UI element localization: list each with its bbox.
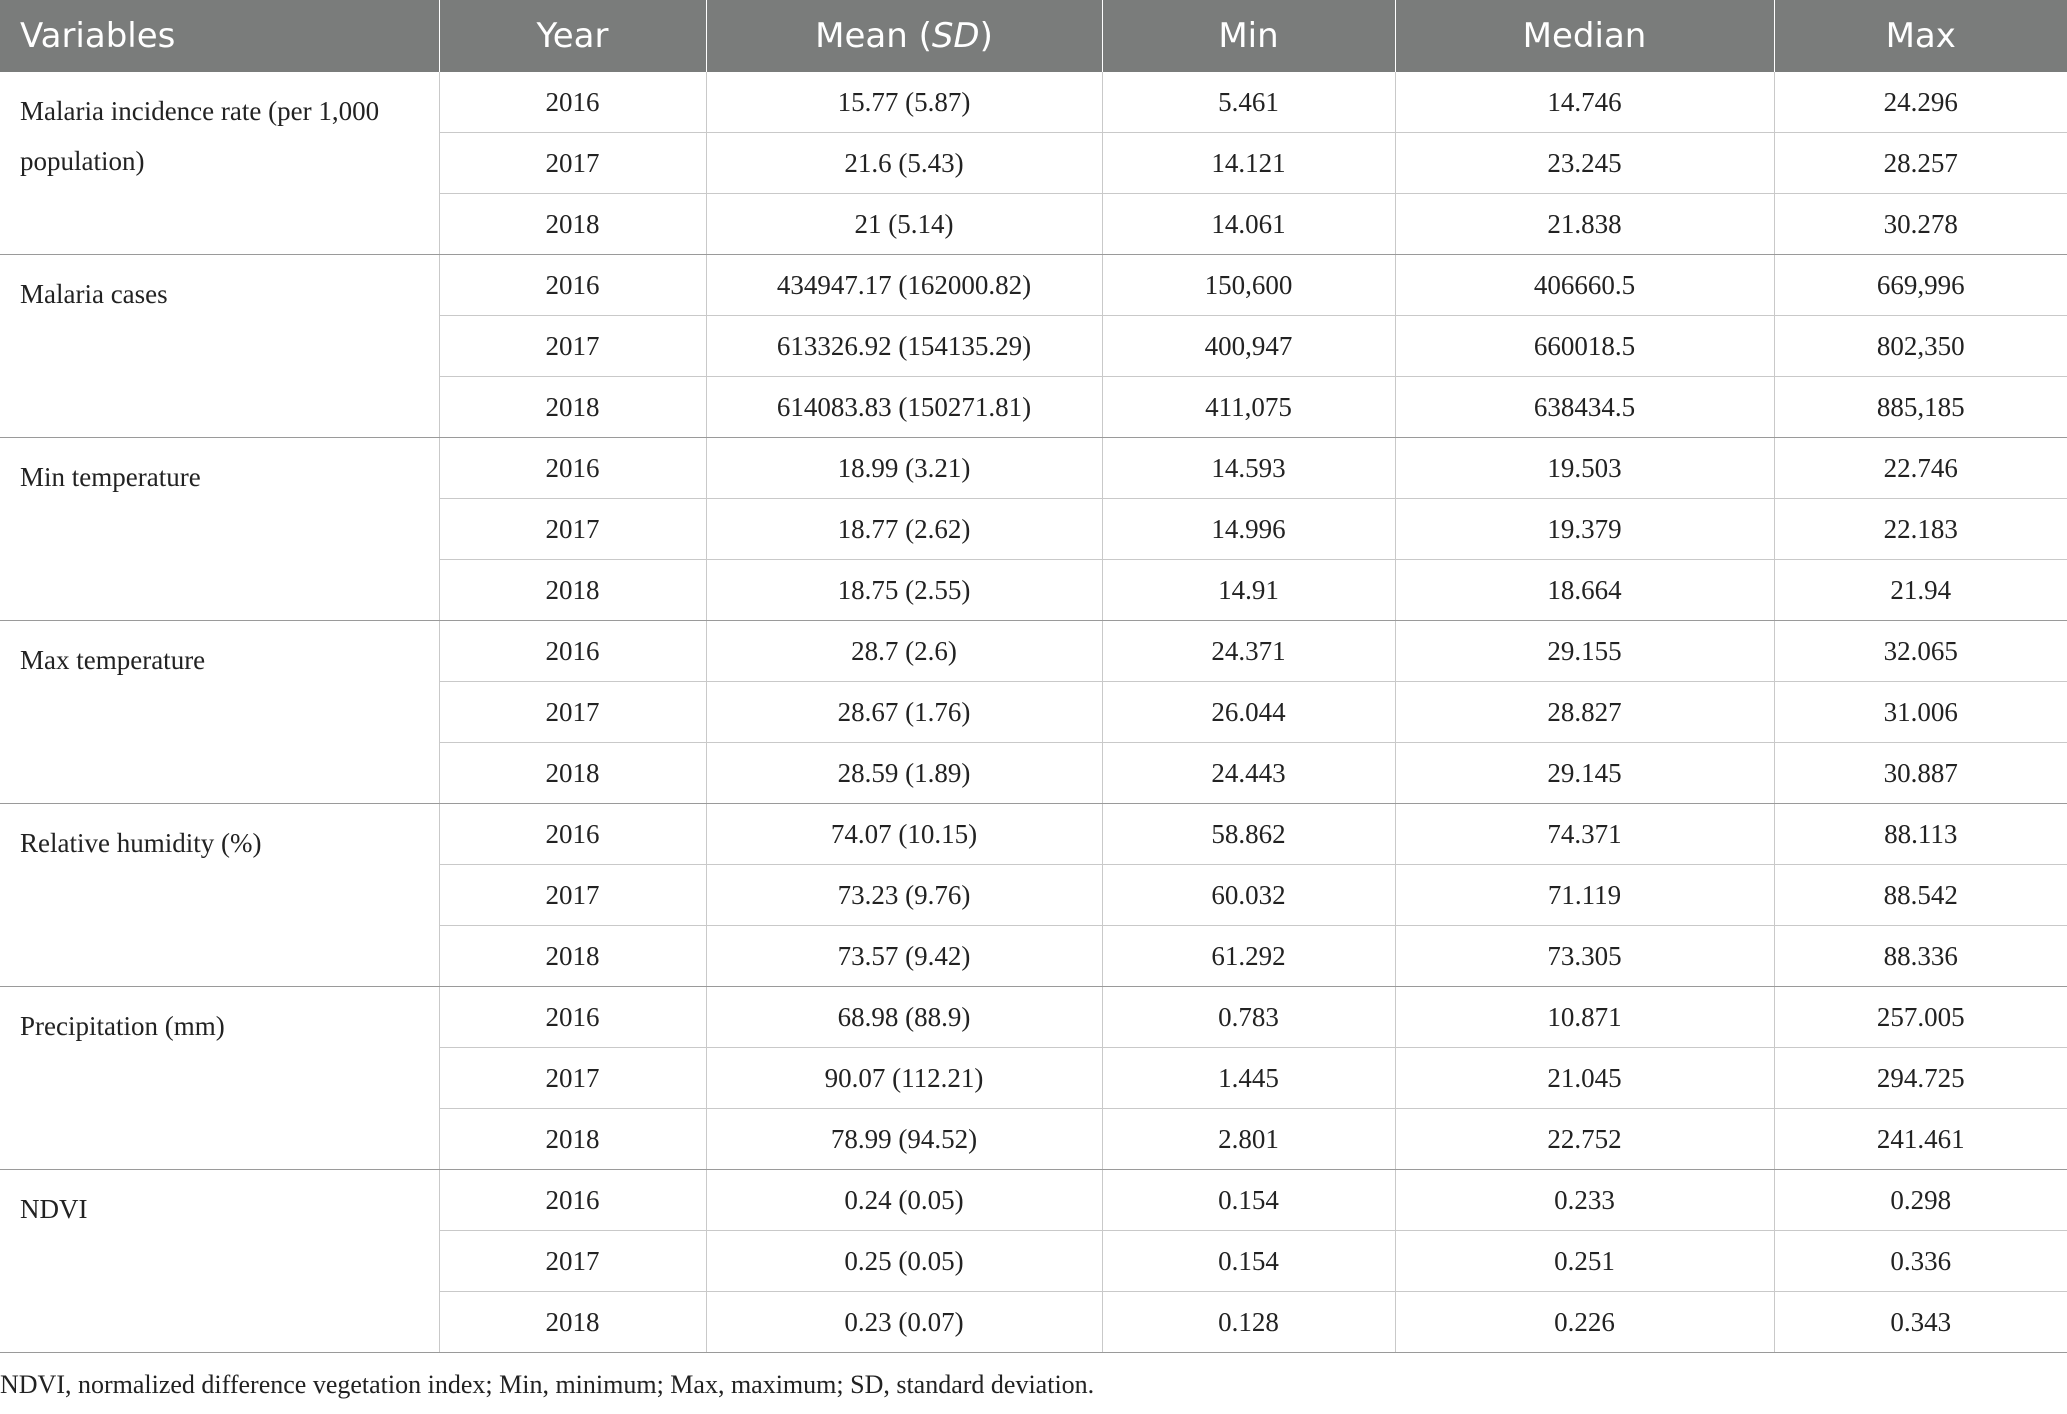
table-body — [0, 72, 2067, 1353]
median-cell: 660018.5 — [1395, 316, 1774, 377]
median-cell: 638434.5 — [1395, 377, 1774, 438]
max-cell: 22.746 — [1774, 438, 2067, 499]
median-cell: 29.145 — [1395, 743, 1774, 804]
max-cell: 0.298 — [1774, 1170, 2067, 1231]
table-row — [0, 255, 2067, 316]
year-cell: 2018 — [439, 560, 706, 621]
header-max: Max — [1774, 0, 2067, 72]
mean-cell: 0.25 (0.05) — [706, 1231, 1102, 1292]
min-cell: 2.801 — [1102, 1109, 1395, 1170]
median-cell: 14.746 — [1395, 72, 1774, 133]
header-min: Min — [1102, 0, 1395, 72]
mean-cell: 78.99 (94.52) — [706, 1109, 1102, 1170]
table-row — [0, 438, 2067, 499]
mean-cell: 18.99 (3.21) — [706, 438, 1102, 499]
year-cell: 2018 — [439, 926, 706, 987]
min-cell: 14.061 — [1102, 194, 1395, 255]
year-cell: 2017 — [439, 316, 706, 377]
table-row — [0, 621, 2067, 682]
mean-cell: 0.24 (0.05) — [706, 1170, 1102, 1231]
year-cell: 2017 — [439, 499, 706, 560]
median-cell: 28.827 — [1395, 682, 1774, 743]
min-cell: 14.593 — [1102, 438, 1395, 499]
median-cell: 19.379 — [1395, 499, 1774, 560]
min-cell: 24.371 — [1102, 621, 1395, 682]
min-cell: 5.461 — [1102, 72, 1395, 133]
mean-cell: 18.77 (2.62) — [706, 499, 1102, 560]
variable-cell: Max temperature — [0, 621, 439, 804]
max-cell: 24.296 — [1774, 72, 2067, 133]
year-cell: 2017 — [439, 1231, 706, 1292]
max-cell: 294.725 — [1774, 1048, 2067, 1109]
header-mean-prefix: Mean ( — [815, 16, 932, 56]
median-cell: 21.838 — [1395, 194, 1774, 255]
median-cell: 18.664 — [1395, 560, 1774, 621]
median-cell: 0.251 — [1395, 1231, 1774, 1292]
year-cell: 2018 — [439, 743, 706, 804]
variable-cell: Malaria cases — [0, 255, 439, 438]
variable-cell: Malaria incidence rate (per 1,000 population) — [0, 72, 439, 255]
mean-cell: 21.6 (5.43) — [706, 133, 1102, 194]
mean-cell: 0.23 (0.07) — [706, 1292, 1102, 1353]
max-cell: 21.94 — [1774, 560, 2067, 621]
min-cell: 0.154 — [1102, 1231, 1395, 1292]
year-cell: 2016 — [439, 1170, 706, 1231]
max-cell: 0.343 — [1774, 1292, 2067, 1353]
year-cell: 2016 — [439, 987, 706, 1048]
median-cell: 10.871 — [1395, 987, 1774, 1048]
header-median: Median — [1395, 0, 1774, 72]
table-row — [0, 72, 2067, 133]
variable-cell: Relative humidity (%) — [0, 804, 439, 987]
header-year: Year — [439, 0, 706, 72]
mean-cell: 74.07 (10.15) — [706, 804, 1102, 865]
min-cell: 0.783 — [1102, 987, 1395, 1048]
table-footnote: NDVI, normalized difference vegetation index; Min, minimum; Max, maximum; SD, standard deviation. — [0, 1370, 1095, 1399]
mean-cell: 613326.92 (154135.29) — [706, 316, 1102, 377]
mean-cell: 15.77 (5.87) — [706, 72, 1102, 133]
year-cell: 2017 — [439, 133, 706, 194]
min-cell: 61.292 — [1102, 926, 1395, 987]
min-cell: 60.032 — [1102, 865, 1395, 926]
max-cell: 802,350 — [1774, 316, 2067, 377]
max-cell: 669,996 — [1774, 255, 2067, 316]
table-row — [0, 804, 2067, 865]
min-cell: 14.996 — [1102, 499, 1395, 560]
year-cell: 2016 — [439, 804, 706, 865]
variable-cell: Min temperature — [0, 438, 439, 621]
min-cell: 1.445 — [1102, 1048, 1395, 1109]
mean-cell: 21 (5.14) — [706, 194, 1102, 255]
mean-cell: 28.7 (2.6) — [706, 621, 1102, 682]
min-cell: 150,600 — [1102, 255, 1395, 316]
header-mean-sd: SD — [931, 16, 980, 56]
year-cell: 2018 — [439, 1109, 706, 1170]
mean-cell: 73.23 (9.76) — [706, 865, 1102, 926]
variable-cell: NDVI — [0, 1170, 439, 1353]
median-cell: 74.371 — [1395, 804, 1774, 865]
min-cell: 58.862 — [1102, 804, 1395, 865]
variable-cell: Precipitation (mm) — [0, 987, 439, 1170]
year-cell: 2017 — [439, 865, 706, 926]
table-row — [0, 987, 2067, 1048]
max-cell: 32.065 — [1774, 621, 2067, 682]
max-cell: 30.278 — [1774, 194, 2067, 255]
mean-cell: 28.67 (1.76) — [706, 682, 1102, 743]
median-cell: 21.045 — [1395, 1048, 1774, 1109]
max-cell: 88.542 — [1774, 865, 2067, 926]
median-cell: 406660.5 — [1395, 255, 1774, 316]
header-mean — [706, 0, 1102, 72]
mean-cell: 614083.83 (150271.81) — [706, 377, 1102, 438]
median-cell: 29.155 — [1395, 621, 1774, 682]
max-cell: 30.887 — [1774, 743, 2067, 804]
max-cell: 31.006 — [1774, 682, 2067, 743]
header-mean-suffix: ) — [979, 16, 993, 56]
mean-cell: 18.75 (2.55) — [706, 560, 1102, 621]
max-cell: 241.461 — [1774, 1109, 2067, 1170]
min-cell: 24.443 — [1102, 743, 1395, 804]
max-cell: 22.183 — [1774, 499, 2067, 560]
median-cell: 0.226 — [1395, 1292, 1774, 1353]
year-cell: 2016 — [439, 438, 706, 499]
max-cell: 88.336 — [1774, 926, 2067, 987]
max-cell: 88.113 — [1774, 804, 2067, 865]
year-cell: 2016 — [439, 255, 706, 316]
median-cell: 73.305 — [1395, 926, 1774, 987]
mean-cell: 90.07 (112.21) — [706, 1048, 1102, 1109]
median-cell: 22.752 — [1395, 1109, 1774, 1170]
mean-cell: 28.59 (1.89) — [706, 743, 1102, 804]
year-cell: 2018 — [439, 194, 706, 255]
min-cell: 14.121 — [1102, 133, 1395, 194]
min-cell: 0.154 — [1102, 1170, 1395, 1231]
header-variables: Variables — [0, 0, 439, 72]
median-cell: 23.245 — [1395, 133, 1774, 194]
max-cell: 28.257 — [1774, 133, 2067, 194]
mean-cell: 73.57 (9.42) — [706, 926, 1102, 987]
mean-cell: 68.98 (88.9) — [706, 987, 1102, 1048]
year-cell: 2016 — [439, 72, 706, 133]
median-cell: 19.503 — [1395, 438, 1774, 499]
max-cell: 885,185 — [1774, 377, 2067, 438]
max-cell: 257.005 — [1774, 987, 2067, 1048]
year-cell: 2018 — [439, 1292, 706, 1353]
year-cell: 2018 — [439, 377, 706, 438]
median-cell: 71.119 — [1395, 865, 1774, 926]
min-cell: 411,075 — [1102, 377, 1395, 438]
min-cell: 26.044 — [1102, 682, 1395, 743]
year-cell: 2017 — [439, 1048, 706, 1109]
median-cell: 0.233 — [1395, 1170, 1774, 1231]
header-row — [0, 0, 2067, 72]
max-cell: 0.336 — [1774, 1231, 2067, 1292]
table-row — [0, 1170, 2067, 1231]
min-cell: 14.91 — [1102, 560, 1395, 621]
min-cell: 400,947 — [1102, 316, 1395, 377]
year-cell: 2016 — [439, 621, 706, 682]
year-cell: 2017 — [439, 682, 706, 743]
min-cell: 0.128 — [1102, 1292, 1395, 1353]
mean-cell: 434947.17 (162000.82) — [706, 255, 1102, 316]
